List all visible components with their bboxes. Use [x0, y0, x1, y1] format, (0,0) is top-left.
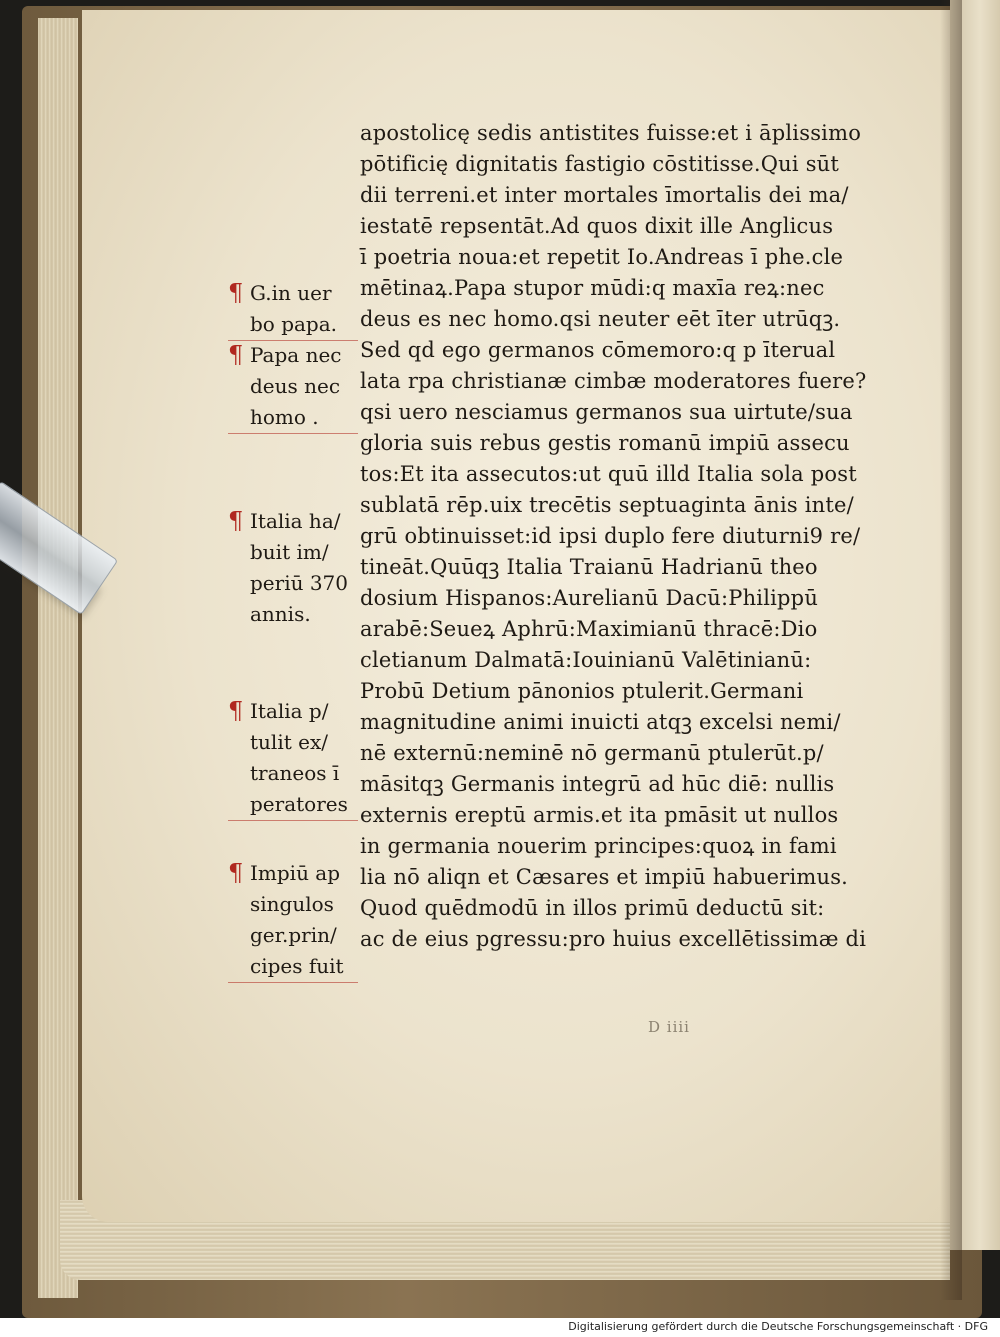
- text-line: lia nō aliqn et Cæsares et impiū habuerimus.: [360, 865, 849, 889]
- spine-shadow: [940, 0, 962, 1300]
- main-text-block: [360, 118, 880, 955]
- note-line: Italia ha/: [250, 509, 341, 533]
- note-line: peratores: [228, 789, 358, 821]
- note-line: ger.prin/: [250, 923, 337, 947]
- marginal-note: [228, 340, 358, 434]
- text-line: Probū Detium pānonios ptulerit.Germani: [360, 679, 804, 703]
- page-edges-left: [38, 18, 78, 1298]
- signature-mark: D iiii: [648, 1018, 690, 1036]
- note-line: cipes fuit: [228, 951, 358, 983]
- note-line: Italia p/: [250, 699, 329, 723]
- text-line: deus es nec homo.qsi neuter eēt īter utrūqꝫ.: [360, 307, 841, 331]
- text-line: Quod quēdmodū in illos primū deductū sit:: [360, 896, 825, 920]
- note-line: homo .: [228, 402, 358, 434]
- text-line: sublatā rēp.uix trecētis septuaginta ānis inte/: [360, 493, 854, 517]
- note-line: periū 370: [250, 571, 349, 595]
- text-line: pōtificię dignitatis fastigio cōstitisse.Qui sūt: [360, 152, 840, 176]
- text-line: cletianum Dalmatā:Iouinianū Valētinianū:: [360, 648, 812, 672]
- note-line: singulos: [250, 892, 334, 916]
- text-line: apostolicę sedis antistites fuisse:et i āplissimo: [360, 121, 862, 145]
- note-line: bo papa.: [228, 309, 358, 341]
- text-line: māsitqꝫ Germanis integrū ad hūc diē: nullis: [360, 772, 835, 796]
- text-line: gloria suis rebus gestis romanū impiū assecu: [360, 431, 850, 455]
- text-line: in germania nouerim principes:quoꝝ in fami: [360, 834, 837, 858]
- note-line: Papa nec: [250, 343, 342, 367]
- text-line: magnitudine animi inuicti atqꝫ excelsi nemi/: [360, 710, 841, 734]
- marginal-note: [228, 278, 358, 341]
- marginal-note: [228, 696, 358, 821]
- note-line: traneos ī: [250, 761, 340, 785]
- pilcrow-icon: ¶: [228, 507, 244, 535]
- text-line: mētinaꝝ.Papa stupor mūdi:q maxīa reꝝ:nec: [360, 276, 825, 300]
- marginal-note: [228, 858, 358, 983]
- text-line: arabē:Seueꝝ Aphrū:Maximianū thracē:Dio: [360, 617, 818, 641]
- footer-credit: Digitalisierung gefördert durch die Deutsche Forschungsgemeinschaft · DFG: [568, 1320, 988, 1333]
- text-line: tineāt.Quūqꝫ Italia Traianū Hadrianū theo: [360, 555, 818, 579]
- text-line: nē externū:neminē nō germanū ptulerūt.p/: [360, 741, 824, 765]
- text-line: externis ereptū armis.et ita pmāsit ut nullos: [360, 803, 839, 827]
- note-line: G.in uer: [250, 281, 332, 305]
- text-line: grū obtinuisset:id ipsi duplo fere diuturni9 re/: [360, 524, 861, 548]
- text-line: dosium Hispanos:Aurelianū Dacū:Philippū: [360, 586, 819, 610]
- text-line: ac de eius pgressu:pro huius excellētissimæ di: [360, 927, 867, 951]
- text-line: tos:Et ita assecutos:ut quū illd Italia sola post: [360, 462, 857, 486]
- note-line: tulit ex/: [250, 730, 328, 754]
- note-line: annis.: [250, 602, 311, 626]
- pilcrow-icon: ¶: [228, 341, 244, 369]
- pilcrow-icon: ¶: [228, 279, 244, 307]
- text-line: qsi uero nesciamus germanos sua uirtute/sua: [360, 400, 853, 424]
- pilcrow-icon: ¶: [228, 697, 244, 725]
- text-line: iestatē repsentāt.Ad quos dixit ille Anglicus: [360, 214, 834, 238]
- text-line: Sed qd ego germanos cōmemoro:q p īterual: [360, 338, 836, 362]
- text-line: dii terreni.et inter mortales īmortalis dei ma/: [360, 183, 849, 207]
- text-line: ī poetria noua:et repetit Io.Andreas ī phe.cle: [360, 245, 844, 269]
- marginal-note: [228, 506, 358, 630]
- text-line: lata rpa christianæ cimbæ moderatores fuere?: [360, 369, 867, 393]
- note-line: deus nec: [250, 374, 341, 398]
- note-line: Impiū ap: [250, 861, 341, 885]
- pilcrow-icon: ¶: [228, 859, 244, 887]
- note-line: buit im/: [250, 540, 329, 564]
